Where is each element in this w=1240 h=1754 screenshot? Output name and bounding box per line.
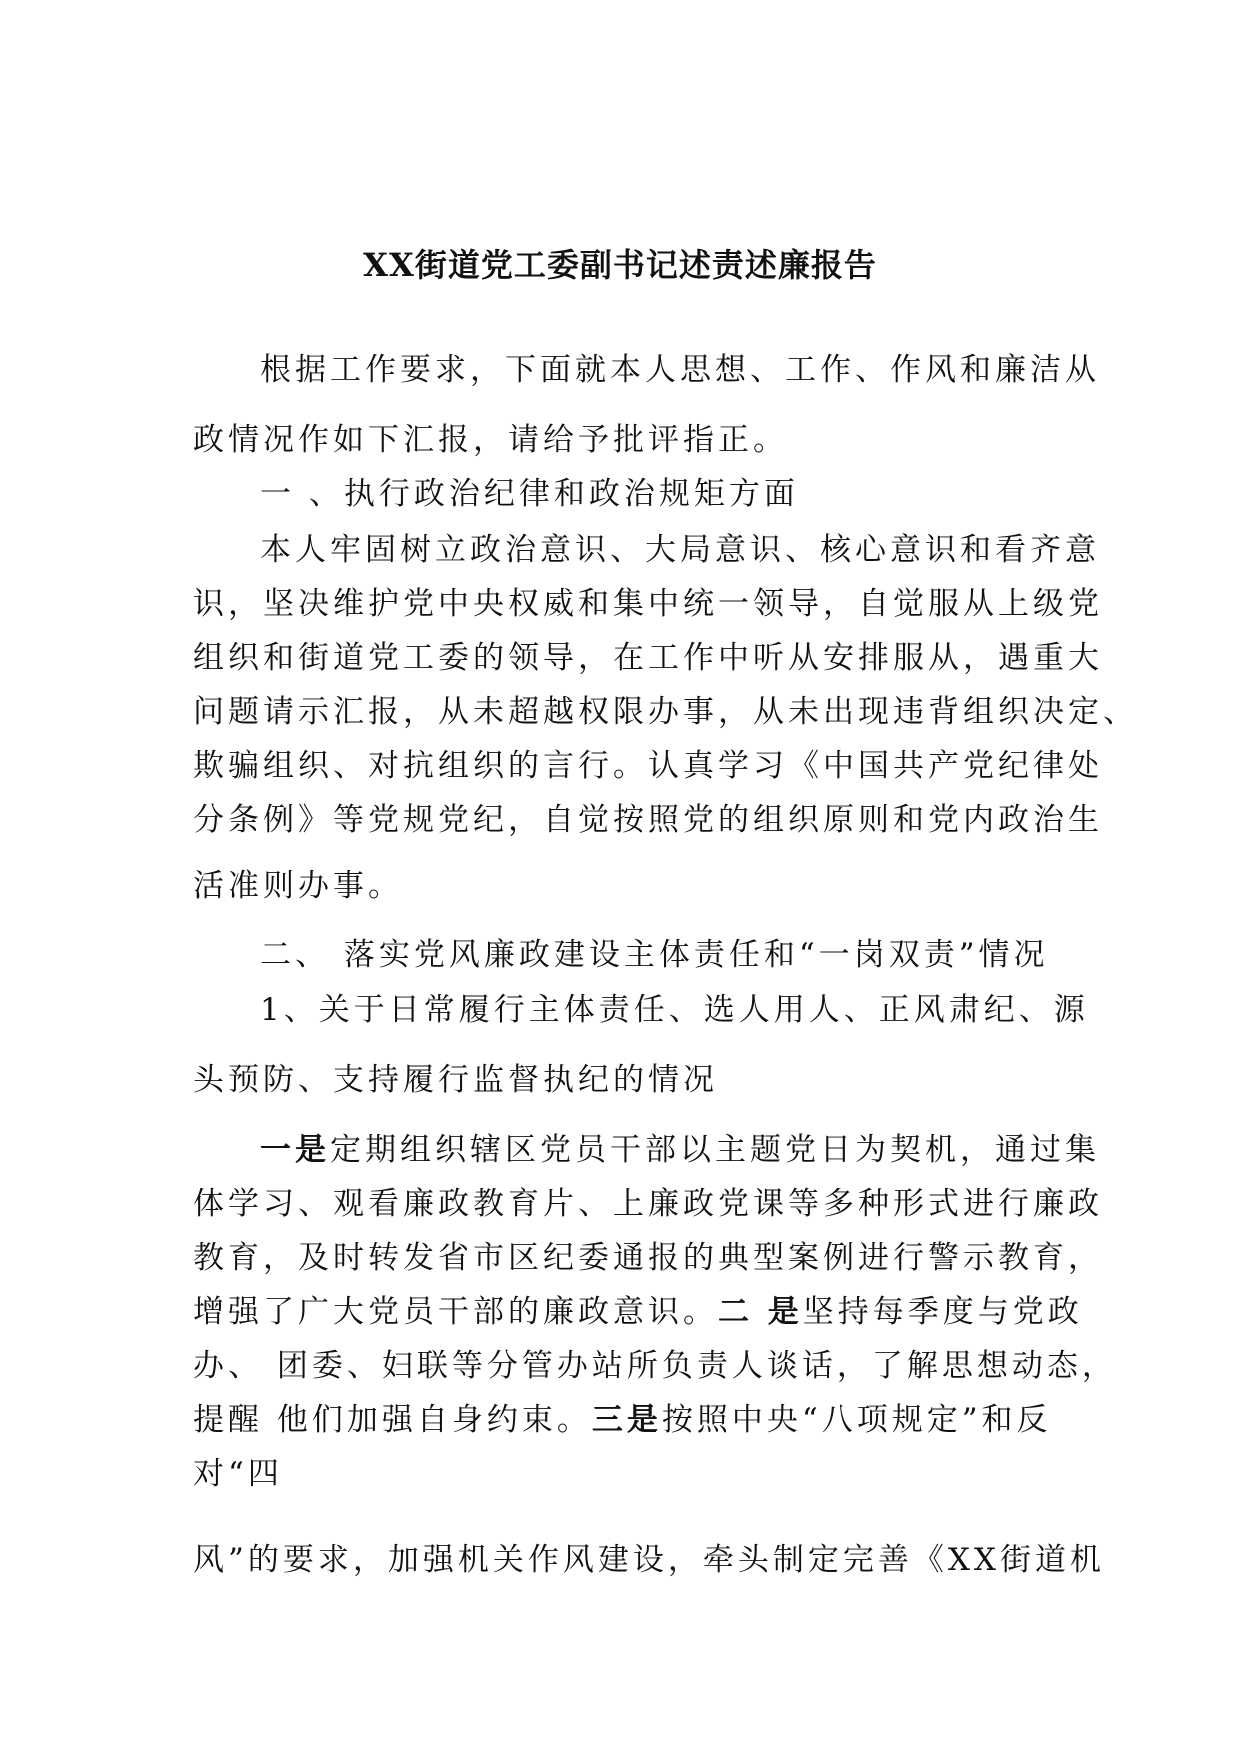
point-marker: 二 是 <box>718 1294 803 1330</box>
subsection-heading: 1、关于日常履行主体责任、选人用人、正风肃纪、源 <box>260 992 1089 1028</box>
paragraph-line: 识，坚决维护党中央权威和集中统一领导，自觉服从上级党 <box>193 586 1103 622</box>
paragraph-text: 提醒 他们加强自身约束。 <box>193 1402 592 1438</box>
paragraph-line: 体学习、观看廉政教育片、上廉政党课等多种形式进行廉政 <box>193 1186 1103 1222</box>
section-heading: 二、 落实党风廉政建设主体责任和“一岗双责”情况 <box>260 937 1049 973</box>
paragraph-line: 教育，及时转发省市区纪委通报的典型案例进行警示教育， <box>193 1240 1103 1276</box>
paragraph-line: 活准则办事。 <box>193 868 403 904</box>
paragraph-line <box>193 1292 1083 1332</box>
point-marker: 三是 <box>591 1402 662 1438</box>
paragraph-text: 按照中央“八项规定”和反 <box>661 1402 1052 1438</box>
paragraph-line: 分条例》等党规党纪，自觉按照党的组织原则和党内政治生 <box>193 802 1103 838</box>
paragraph-text: 增强了广大党员干部的廉政意识。 <box>193 1294 718 1330</box>
subsection-heading: 头预防、支持履行监督执纪的情况 <box>193 1062 718 1098</box>
paragraph-line <box>193 1400 1052 1440</box>
paragraph-line: 对“四 <box>193 1456 283 1492</box>
paragraph-line: 组织和街道党工委的领导，在工作中听从安排服从，遇重大 <box>193 640 1103 676</box>
paragraph-line: 问题请示汇报，从未超越权限办事，从未出现违背组织决定、 <box>193 694 1138 730</box>
paragraph-line: 办、 团委、妇联等分管办站所负责人谈话，了解思想动态， <box>193 1348 1117 1384</box>
document-title: XX街道党工委副书记述责述廉报告 <box>363 246 877 284</box>
section-heading: 一 、执行政治纪律和政治规矩方面 <box>260 476 799 512</box>
paragraph-line <box>260 1130 1100 1170</box>
paragraph-text: 坚持每季度与党政 <box>802 1294 1083 1330</box>
paragraph-line: 风”的要求，加强机关作风建设，牵头制定完善《XX街道机 <box>193 1542 1105 1578</box>
paragraph-line: 政情况作如下汇报，请给予批评指正。 <box>193 422 788 458</box>
paragraph-line: 本人牢固树立政治意识、大局意识、核心意识和看齐意 <box>260 532 1100 568</box>
paragraph-text: 定期组织辖区党员干部以主题党日为契机，通过集 <box>330 1132 1100 1168</box>
point-marker: 一是 <box>260 1132 330 1168</box>
paragraph-line: 欺骗组织、对抗组织的言行。认真学习《中国共产党纪律处 <box>193 748 1103 784</box>
paragraph-line: 根据工作要求，下面就本人思想、工作、作风和廉洁从 <box>260 352 1100 388</box>
